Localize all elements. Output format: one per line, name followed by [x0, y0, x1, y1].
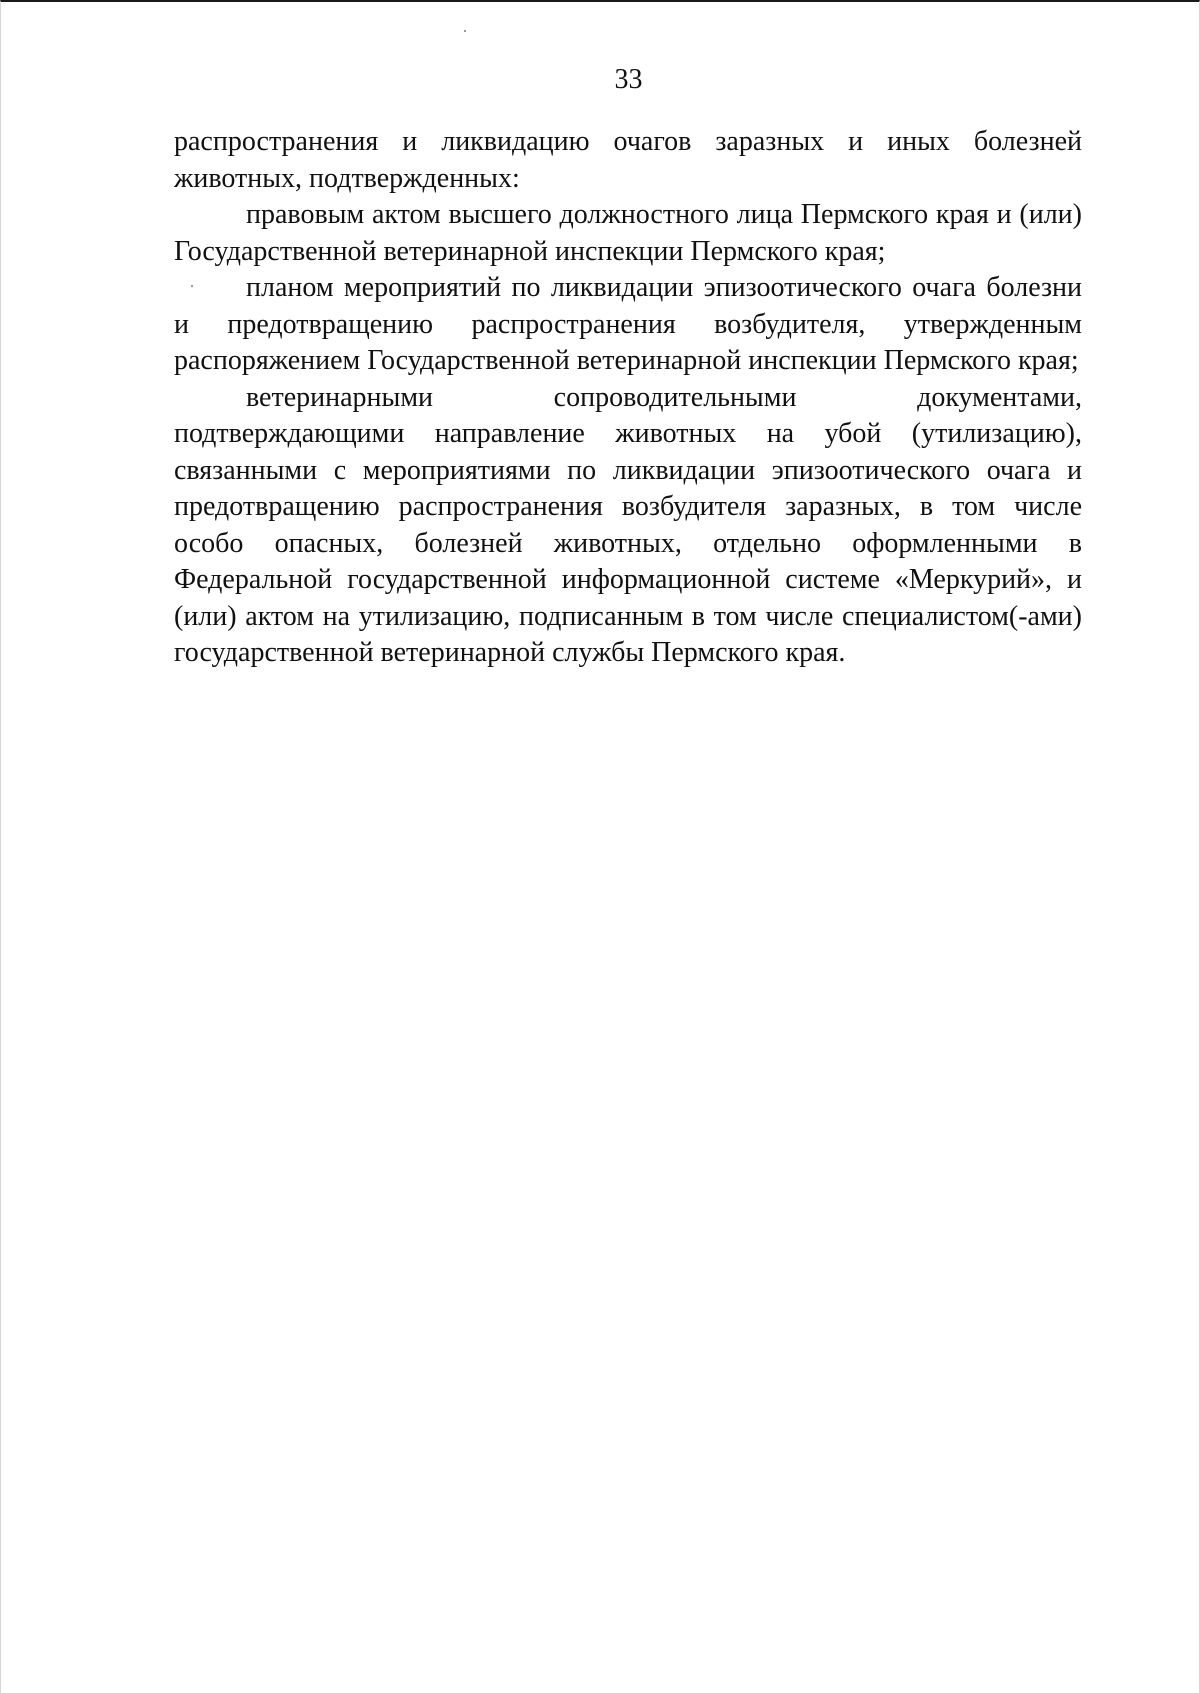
page-number: 33 — [614, 64, 643, 95]
paragraph-action-plan: планом мероприятий по ликвидации эпизоотического очага болезни и предотвращению распространения возбудителя, утвержденным распоряжением Государственной ветеринарной инспекции Пермского края; — [174, 272, 1082, 376]
scan-speck — [464, 30, 466, 32]
paragraph-vet-documents: ветеринарными сопроводительными документами, подтверждающими направление животных на убой (утилизацию), связанными с мероприятиями по ликвидации эпизоотического очага и предотвращению распространения возбудителя заразных, в том числе особо опасных, болезней животных, отдельно оформленными в Федеральной государственной информационной системе «Меркурий», и (или) актом на утилизацию, подписанным в том числе специалистом(-ами) государственной ветеринарной службы Пермского края. — [174, 381, 1082, 668]
scan-speck — [191, 285, 193, 287]
paragraph-legal-act: правовым актом высшего должностного лица Пермского края и (или) Государственной ветеринарной инспекции Пермского края; — [174, 199, 1082, 267]
paragraph-continuation: распространения и ликвидацию очагов заразных и иных болезней животных, подтвержденных: — [174, 126, 1082, 194]
document-body — [174, 124, 1082, 672]
